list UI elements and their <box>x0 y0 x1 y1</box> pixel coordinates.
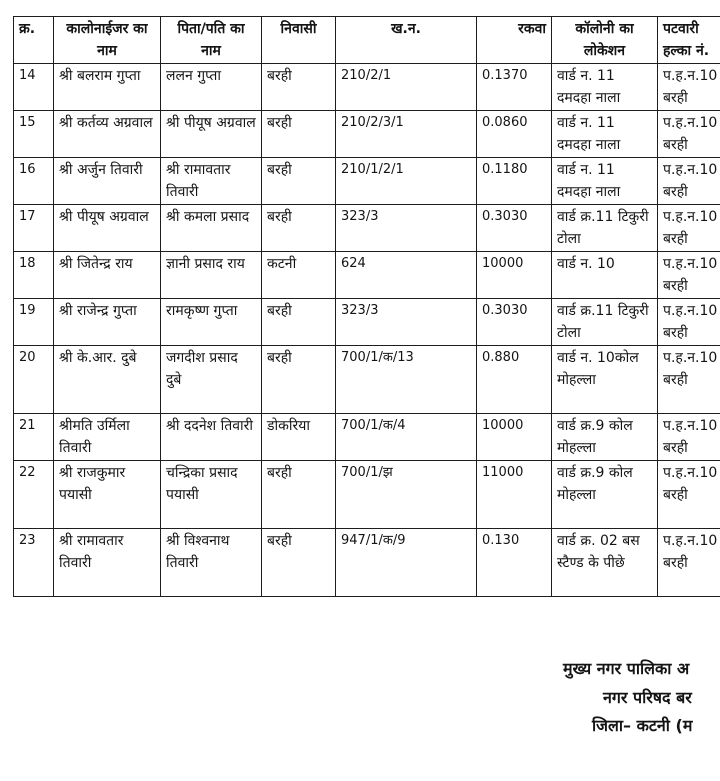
cell-sno: 17 <box>14 205 54 252</box>
cell-khasra-no: 210/2/1 <box>336 64 477 111</box>
cell-father-name: जगदीश प्रसाद दुबे <box>161 346 262 414</box>
cell-sno: 15 <box>14 111 54 158</box>
signature-line-3: जिला– कटनी (म <box>592 716 693 735</box>
cell-patwari-halka: प.ह.न.10 बरही <box>658 299 720 346</box>
cell-resident: बरही <box>262 346 336 414</box>
cell-area: 0.0860 <box>477 111 552 158</box>
cell-location: वार्ड क्र.11 टिकुरी टोला <box>552 205 658 252</box>
cell-resident: डोकरिया <box>262 414 336 461</box>
cell-khasra-no: 947/1/क/9 <box>336 529 477 597</box>
table-row <box>14 252 720 299</box>
cell-resident: बरही <box>262 461 336 529</box>
cell-khasra-no: 323/3 <box>336 205 477 252</box>
header-father-husband-name: पिता/पति का नाम <box>161 17 262 64</box>
table-header-row <box>14 17 720 64</box>
header-colony-location: कॉलोनी का लोकेशन <box>552 17 658 64</box>
header-resident: निवासी <box>262 17 336 64</box>
cell-patwari-halka: प.ह.न.10 बरही <box>658 111 720 158</box>
table-row <box>14 529 720 597</box>
cell-colonizer-name: श्री रामावतार तिवारी <box>54 529 161 597</box>
table-body <box>14 64 720 597</box>
cell-resident: कटनी <box>262 252 336 299</box>
cell-sno: 16 <box>14 158 54 205</box>
cell-area: 10000 <box>477 414 552 461</box>
cell-location: वार्ड क्र.9 कोल मोहल्ला <box>552 461 658 529</box>
cell-sno: 23 <box>14 529 54 597</box>
table-row <box>14 346 720 414</box>
cell-sno: 22 <box>14 461 54 529</box>
table-row <box>14 111 720 158</box>
cell-khasra-no: 700/1/क/4 <box>336 414 477 461</box>
cell-area: 11000 <box>477 461 552 529</box>
cell-colonizer-name: श्री जितेन्द्र राय <box>54 252 161 299</box>
colonizer-table <box>13 16 720 597</box>
table-row <box>14 64 720 111</box>
cell-resident: बरही <box>262 64 336 111</box>
cell-area: 0.3030 <box>477 299 552 346</box>
cell-father-name: चन्द्रिका प्रसाद पयासी <box>161 461 262 529</box>
cell-location: वार्ड क्र.11 टिकुरी टोला <box>552 299 658 346</box>
table-row <box>14 158 720 205</box>
cell-resident: बरही <box>262 529 336 597</box>
cell-location: वार्ड न. 10 <box>552 252 658 299</box>
cell-patwari-halka: प.ह.न.10 बरही <box>658 158 720 205</box>
cell-patwari-halka: प.ह.न.10 बरही <box>658 414 720 461</box>
cell-father-name: श्री पीयूष अग्रवाल <box>161 111 262 158</box>
cell-khasra-no: 700/1/क/13 <box>336 346 477 414</box>
cell-patwari-halka: प.ह.न.10 बरही <box>658 346 720 414</box>
cell-khasra-no: 624 <box>336 252 477 299</box>
cell-father-name: ज्ञानी प्रसाद राय <box>161 252 262 299</box>
signature-line-2: नगर परिषद बर <box>603 688 692 707</box>
cell-location: वार्ड न. 11 दमदहा नाला <box>552 111 658 158</box>
cell-father-name: श्री विश्वनाथ तिवारी <box>161 529 262 597</box>
cell-colonizer-name: श्री अर्जुन तिवारी <box>54 158 161 205</box>
header-sno: क्र. <box>14 17 54 64</box>
cell-khasra-no: 210/1/2/1 <box>336 158 477 205</box>
cell-location: वार्ड क्र. 02 बस स्टैण्ड के पीछे <box>552 529 658 597</box>
cell-resident: बरही <box>262 299 336 346</box>
cell-sno: 21 <box>14 414 54 461</box>
header-colonizer-name: कालोनाईजर का नाम <box>54 17 161 64</box>
cell-location: वार्ड न. 10कोल मोहल्ला <box>552 346 658 414</box>
cell-khasra-no: 700/1/झ <box>336 461 477 529</box>
cell-father-name: श्री रामावतार तिवारी <box>161 158 262 205</box>
table-row <box>14 299 720 346</box>
cell-patwari-halka: प.ह.न.10 बरही <box>658 461 720 529</box>
cell-father-name: रामकृष्ण गुप्ता <box>161 299 262 346</box>
cell-colonizer-name: श्री पीयूष अग्रवाल <box>54 205 161 252</box>
cell-area: 0.3030 <box>477 205 552 252</box>
table-row <box>14 414 720 461</box>
cell-patwari-halka: प.ह.न.10 बरही <box>658 64 720 111</box>
cell-area: 0.1370 <box>477 64 552 111</box>
cell-sno: 18 <box>14 252 54 299</box>
cell-patwari-halka: प.ह.न.10 बरही <box>658 529 720 597</box>
cell-father-name: श्री ददनेश तिवारी <box>161 414 262 461</box>
cell-location: वार्ड न. 11 दमदहा नाला <box>552 64 658 111</box>
cell-area: 0.880 <box>477 346 552 414</box>
cell-resident: बरही <box>262 158 336 205</box>
table-row <box>14 205 720 252</box>
cell-colonizer-name: श्री बलराम गुप्ता <box>54 64 161 111</box>
cell-location: वार्ड क्र.9 कोल मोहल्ला <box>552 414 658 461</box>
cell-khasra-no: 323/3 <box>336 299 477 346</box>
cell-colonizer-name: श्री कर्तव्य अग्रवाल <box>54 111 161 158</box>
header-patwari-halka: पटवारी हल्का नं. <box>658 17 720 64</box>
header-area: रकवा <box>477 17 552 64</box>
signature-line-1: मुख्य नगर पालिका अ <box>563 659 690 678</box>
cell-location: वार्ड न. 11 दमदहा नाला <box>552 158 658 205</box>
table-row <box>14 461 720 529</box>
cell-colonizer-name: श्री राजेन्द्र गुप्ता <box>54 299 161 346</box>
cell-colonizer-name: श्री राजकुमार पयासी <box>54 461 161 529</box>
cell-khasra-no: 210/2/3/1 <box>336 111 477 158</box>
header-khasra-no: ख.न. <box>336 17 477 64</box>
cell-area: 0.1180 <box>477 158 552 205</box>
cell-area: 0.130 <box>477 529 552 597</box>
cell-patwari-halka: प.ह.न.10 बरही <box>658 205 720 252</box>
cell-patwari-halka: प.ह.न.10 बरही <box>658 252 720 299</box>
cell-resident: बरही <box>262 205 336 252</box>
cell-father-name: श्री कमला प्रसाद <box>161 205 262 252</box>
cell-colonizer-name: श्री के.आर. दुबे <box>54 346 161 414</box>
cell-colonizer-name: श्रीमति उर्मिला तिवारी <box>54 414 161 461</box>
cell-father-name: ललन गुप्ता <box>161 64 262 111</box>
cell-area: 10000 <box>477 252 552 299</box>
cell-sno: 19 <box>14 299 54 346</box>
cell-resident: बरही <box>262 111 336 158</box>
cell-sno: 20 <box>14 346 54 414</box>
cell-sno: 14 <box>14 64 54 111</box>
